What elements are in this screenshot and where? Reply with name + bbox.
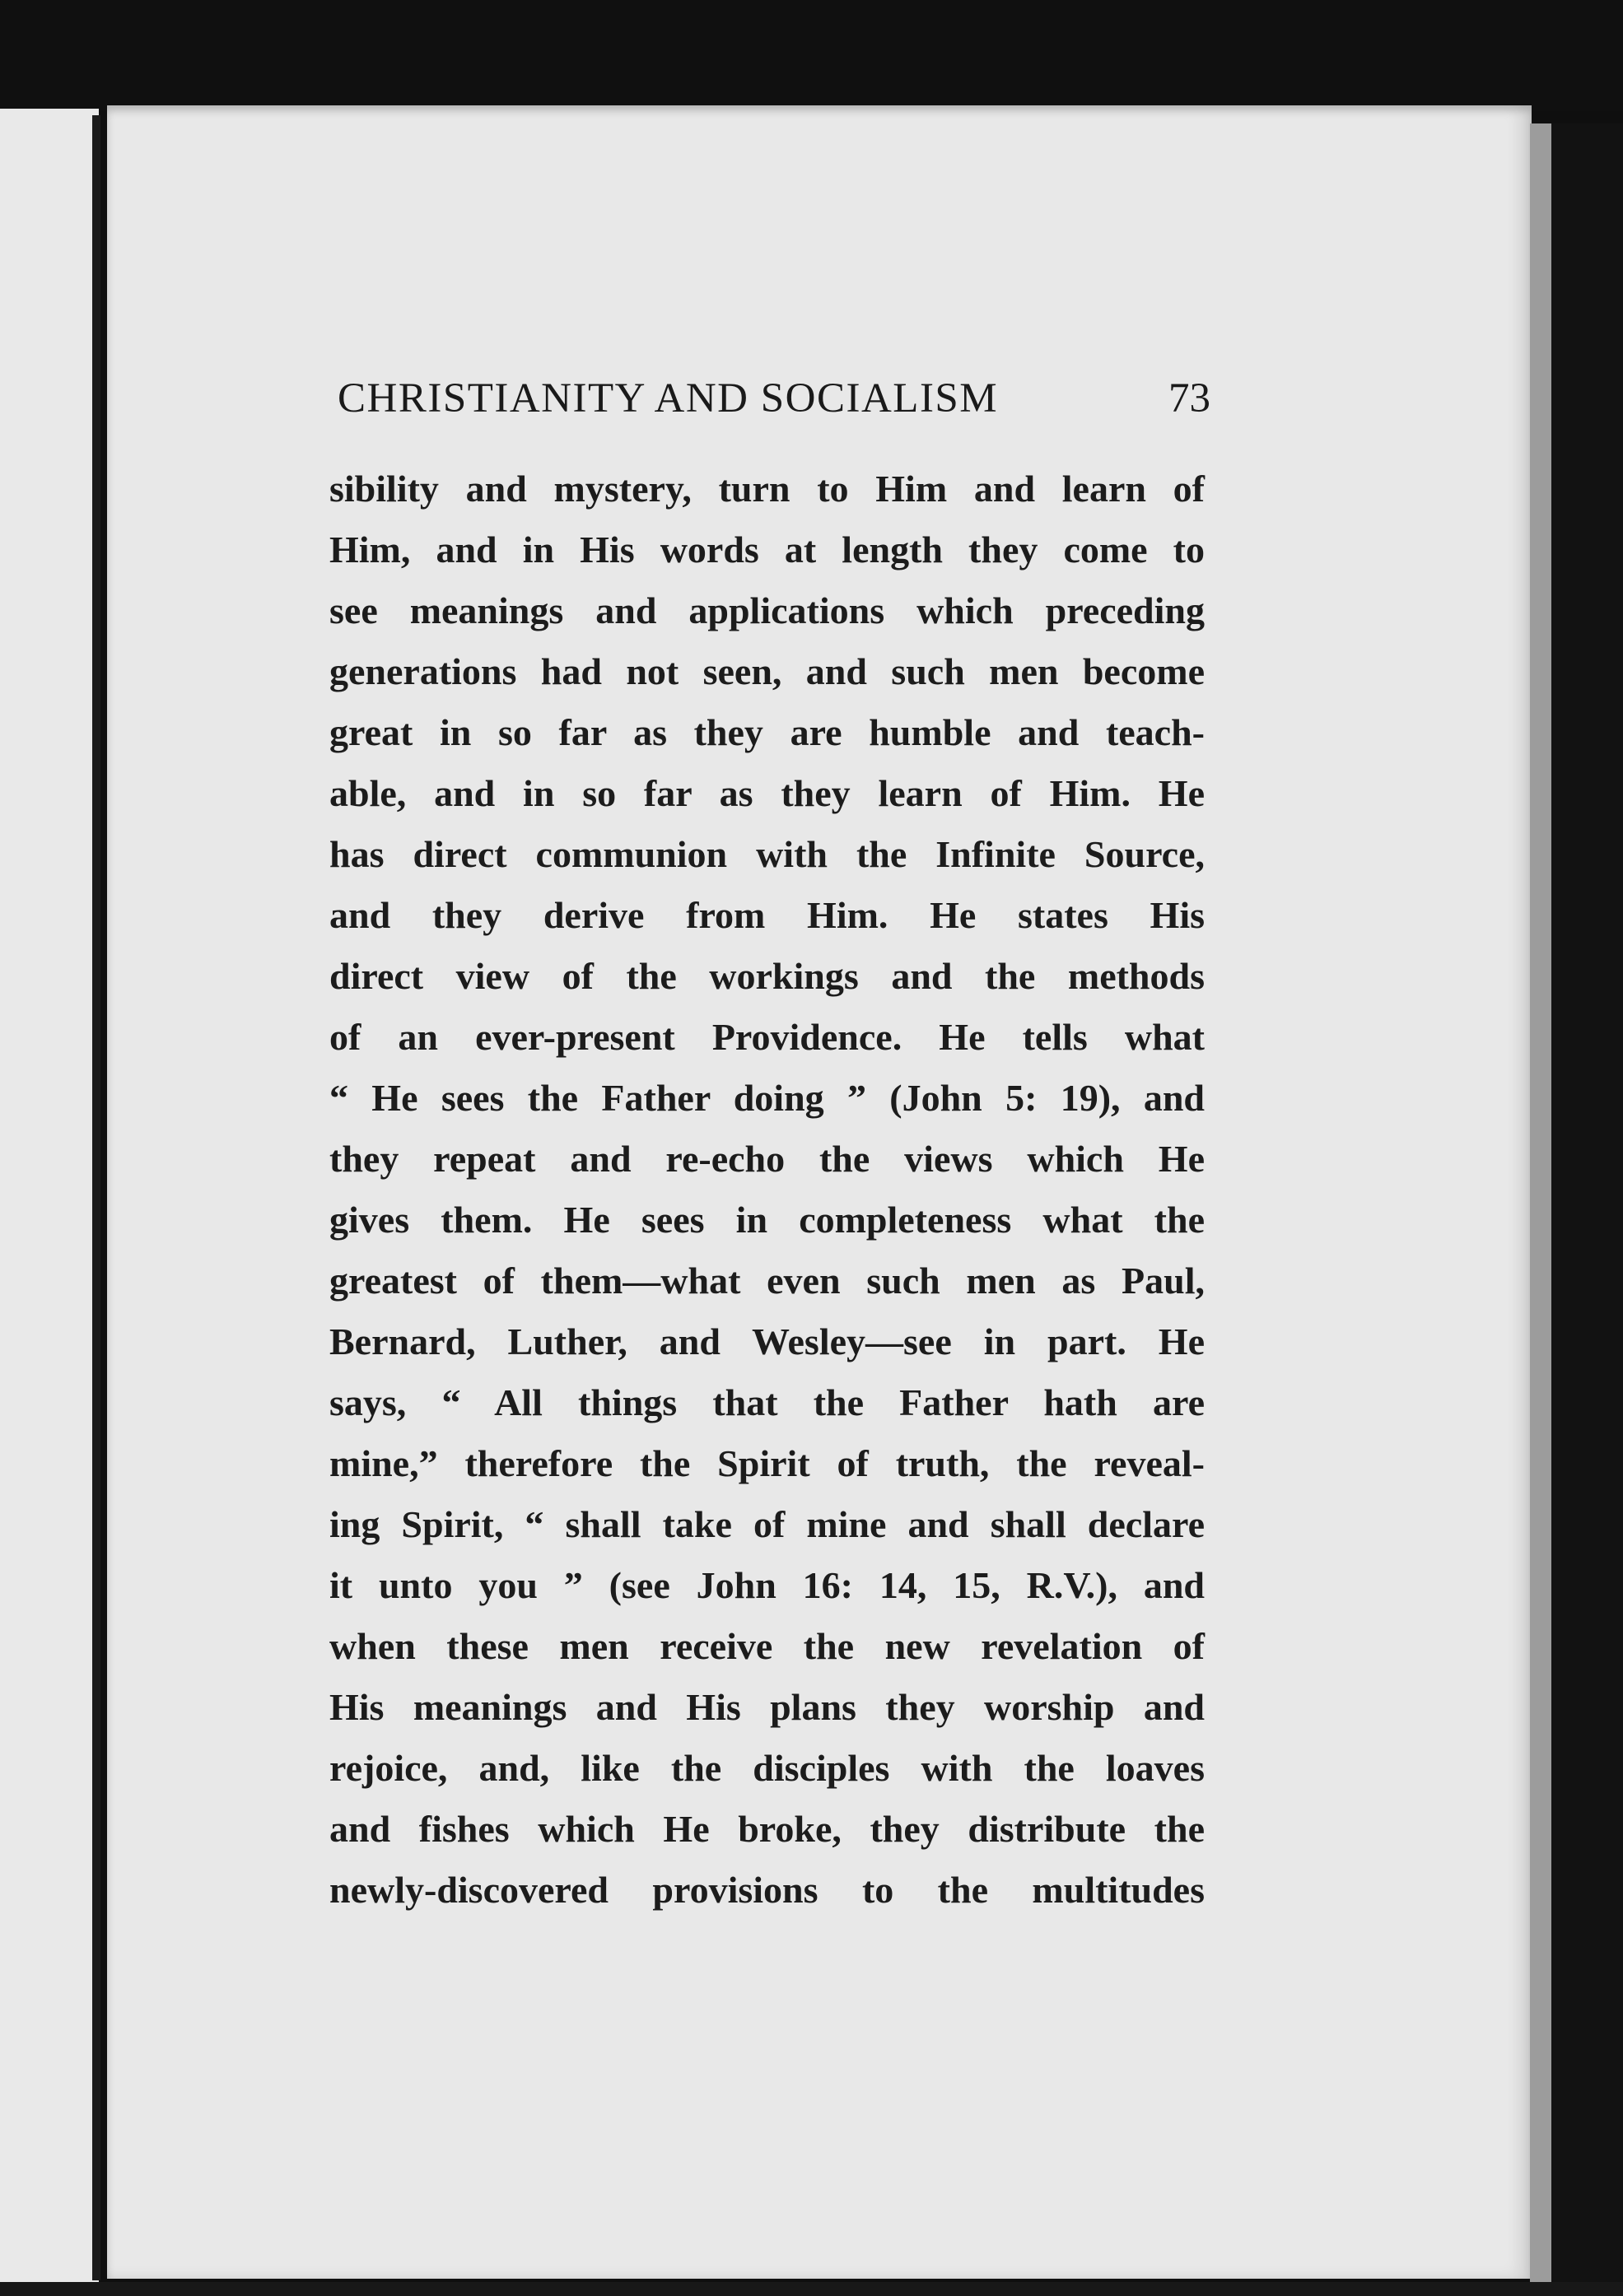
text-line: able, and in so far as they learn of Him. He [329,772,1205,814]
text-line: mine,” therefore the Spirit of truth, the reveal- [329,1442,1205,1484]
facing-page-edge [0,109,99,2282]
text-line: Bernard, Luther, and Wesley—see in part. He [329,1320,1205,1362]
text-line: they repeat and re-echo the views which He [329,1138,1205,1180]
text-line: it unto you ” (see John 16: 14, 15, R.V.), and [329,1564,1205,1606]
text-line: great in so far as they are humble and teach- [329,711,1205,753]
text-line: direct view of the workings and the methods [329,955,1205,997]
scan-right-border [1551,123,1623,2296]
text-line: and they derive from Him. He states His [329,894,1205,936]
text-line: sibility and mystery, turn to Him and learn of [329,468,1205,510]
text-line: see meanings and applications which preceding [329,589,1205,631]
page-stack-edge [1530,123,1551,2289]
text-line: of an ever-present Providence. He tells what [329,1016,1205,1058]
scan-top-border [0,0,1623,111]
text-line: newly-discovered provisions to the multitudes [329,1869,1205,1911]
text-line: gives them. He sees in completeness what the [329,1199,1205,1241]
book-spine-shadow [92,115,100,2280]
running-head-title: CHRISTIANITY AND SOCIALISM [338,375,999,421]
text-line: and fishes which He broke, they distribute the [329,1808,1205,1850]
text-line: when these men receive the new revelation of [329,1625,1205,1667]
scan-bottom-border [0,2282,1623,2296]
text-line: ing Spirit, “ shall take of mine and shall declare [329,1503,1205,1545]
text-line: says, “ All things that the Father hath are [329,1381,1205,1423]
text-line: His meanings and His plans they worship and [329,1686,1205,1728]
page-number: 73 [1168,375,1210,421]
running-head [338,372,1210,425]
text-line: “ He sees the Father doing ” (John 5: 19), and [329,1077,1205,1119]
text-line: has direct communion with the Infinite Source, [329,833,1205,875]
text-line: Him, and in His words at length they come to [329,529,1205,571]
body-text [329,459,1205,1921]
text-line: greatest of them—what even such men as Paul, [329,1260,1205,1302]
text-line: rejoice, and, like the disciples with the loaves [329,1747,1205,1789]
text-line: generations had not seen, and such men become [329,650,1205,692]
